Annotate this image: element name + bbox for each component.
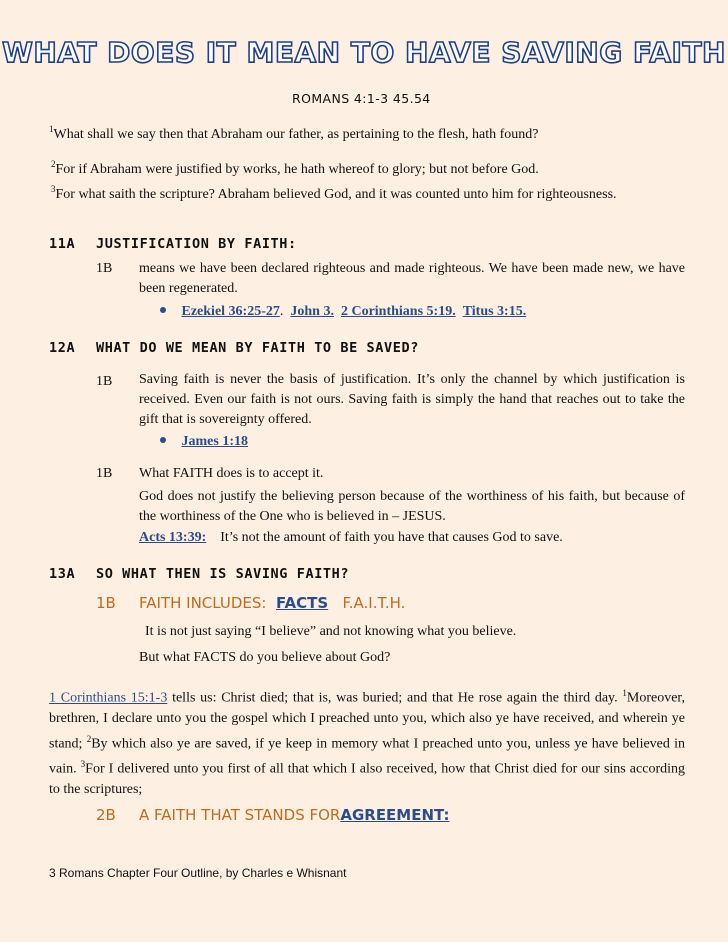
faith-includes-line xyxy=(139,594,405,612)
faith-includes-label: FAITH INCLUDES: xyxy=(139,594,267,612)
point-2b-num: 2B xyxy=(96,806,116,824)
acts-line xyxy=(139,530,563,546)
agreement-line xyxy=(139,806,449,824)
section-13a-heading: SO WHAT THEN IS SAVING FAITH? xyxy=(96,566,350,582)
facts-emphasis: FACTS xyxy=(276,594,329,612)
point-1b-num: 1B xyxy=(96,594,116,612)
bullet-icon xyxy=(160,307,166,313)
ref-ezekiel[interactable]: Ezekiel 36:25-27 xyxy=(181,304,280,319)
bullet-icon xyxy=(160,437,166,443)
justify-text: God does not justify the believing person because of the worthiness of his faith, but because of the worthiness of the One who is believed in – JESUS. xyxy=(139,489,685,524)
corinthians-paragraph: 1 Corinthians 15:1-3 tells us: Christ died; that is, was buried; and that He rose again the third day. $^1$Moreover, brethren, I declare unto you the gospel which I preached unto you, which also ye have received, and wherein ye stand; $^2$By which also ye are saved, if ye keep in memory what I preached unto you, unless ye have believed in vain. $^3$For I delivered unto you first of all that which I also received, how that Christ died for our sins according to the scriptures; xyxy=(49,688,686,797)
saving-faith-text: Saving faith is never the basis of justification. It’s only the channel by which justification is received. Even our faith is not ours. Saving faith is simply the hand that reaches out to take the gift that is sovereignty offered. xyxy=(139,372,685,427)
point-1b-text: means we have been declared righteous and made righteous. We have been made new, we have been regenerated. xyxy=(139,261,685,296)
agreement-label: A FAITH THAT STANDS FOR xyxy=(139,806,341,824)
faith-acronym: F.A.I.T.H. xyxy=(342,594,406,612)
verse-1: $^1$What shall we say then that Abraham our father, as pertaining to the flesh, hath found? xyxy=(49,124,539,142)
point-1b-num: 1B xyxy=(96,261,113,276)
ref-titus[interactable]: Titus 3:15. xyxy=(462,304,527,319)
reference-list: Ezekiel 36:25-27. John 3. 2 Corinthians 5:19. Titus 3:15. xyxy=(160,304,526,320)
ref-john[interactable]: John 3. xyxy=(290,304,334,319)
verse-2: $^2$For if Abraham were justified by works, he hath whereof to glory; but not before God. xyxy=(51,159,539,177)
accept-text: What FAITH does is to accept it. xyxy=(139,466,324,481)
page-footer: 3 Romans Chapter Four Outline, by Charles e Whisnant xyxy=(49,866,347,880)
what-facts-text: But what FACTS do you believe about God? xyxy=(139,650,391,665)
agreement-emphasis: AGREEMENT: xyxy=(340,806,450,824)
acts-text: It’s not the amount of faith you have that causes God to save. xyxy=(220,530,563,545)
not-just-saying-text: It is not just saying “I believe” and not knowing what you believe. xyxy=(145,624,517,639)
scripture-reference: ROMANS 4:1-3 45.54 xyxy=(292,91,431,106)
section-13a-code: 13A xyxy=(49,566,76,582)
section-11a-heading: JUSTIFICATION BY FAITH: xyxy=(96,236,297,252)
ref-1-corinthians[interactable]: 1 Corinthians 15:1-3 xyxy=(49,690,168,706)
section-12a-code: 12A xyxy=(49,340,76,356)
page-title: WHAT DOES IT MEAN TO HAVE SAVING FAITH xyxy=(2,36,726,69)
ref-acts[interactable]: Acts 13:39: xyxy=(139,530,207,545)
reference-list xyxy=(160,434,248,450)
ref-james[interactable]: James 1:18 xyxy=(181,434,248,449)
point-1b-num: 1B xyxy=(96,466,113,481)
ref-corinthians[interactable]: 2 Corinthians 5:19. xyxy=(340,304,456,319)
section-11a-code: 11A xyxy=(49,236,76,252)
point-1b-num: 1B xyxy=(96,374,113,389)
verse-3: $^3$For what saith the scripture? Abraham believed God, and it was counted unto him for righteousness. xyxy=(51,184,617,202)
section-12a-heading: WHAT DO WE MEAN BY FAITH TO BE SAVED? xyxy=(96,340,419,356)
